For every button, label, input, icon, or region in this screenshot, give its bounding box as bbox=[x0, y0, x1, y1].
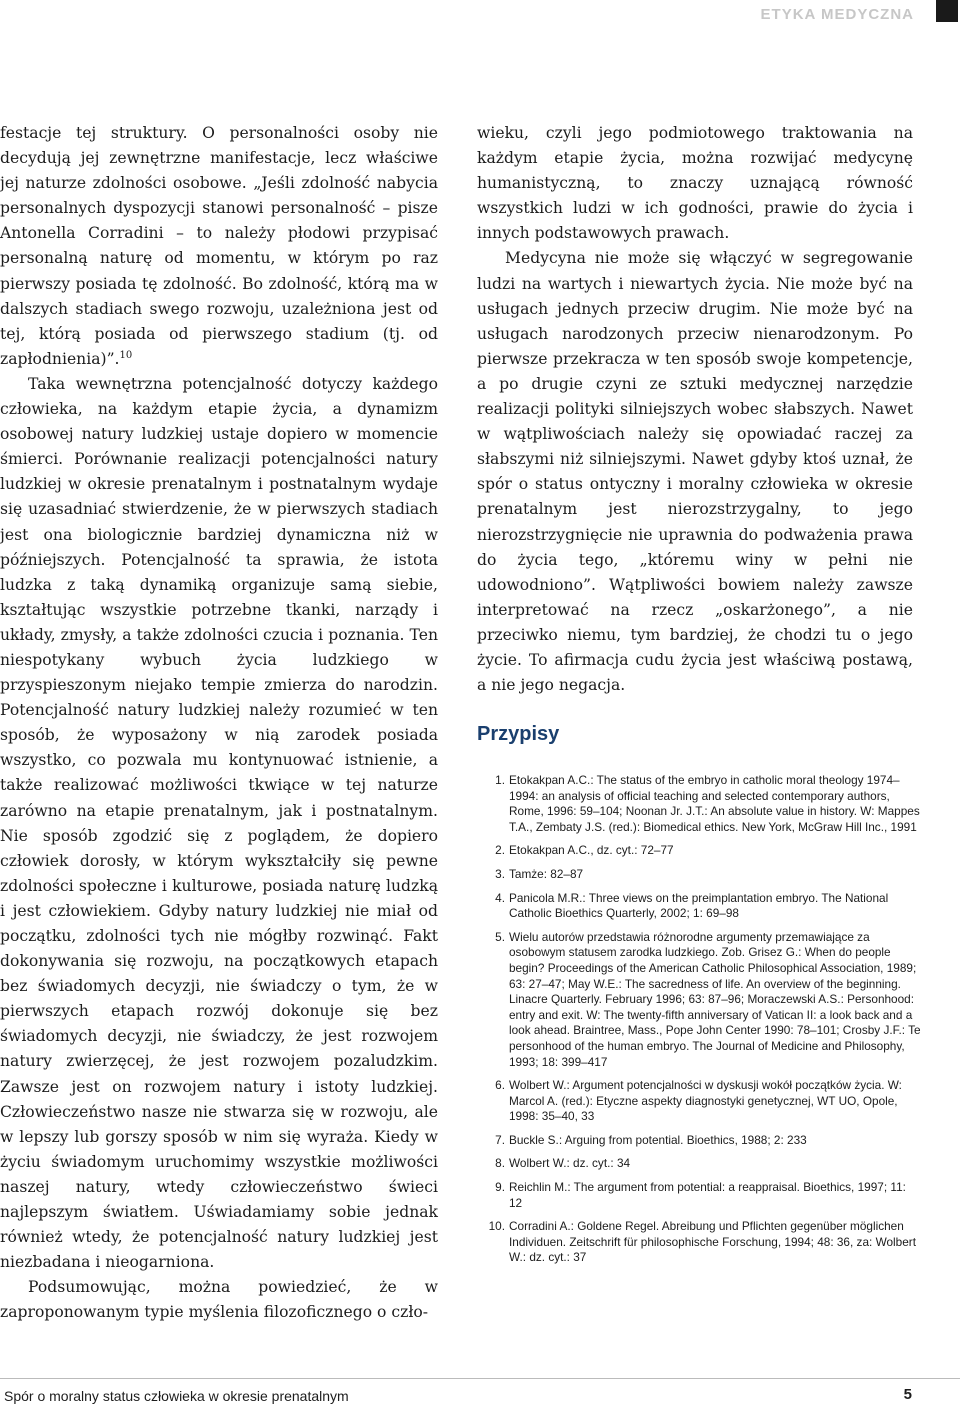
footnote-item bbox=[482, 1219, 922, 1266]
running-header bbox=[761, 0, 960, 22]
footnotes-list bbox=[482, 773, 922, 1274]
section-title: ETYKA MEDYCZNA bbox=[760, 5, 914, 23]
left-column bbox=[0, 121, 438, 1326]
page-number: 5 bbox=[903, 1386, 912, 1403]
paragraph bbox=[0, 121, 438, 372]
footnote-item bbox=[482, 930, 922, 1070]
footnote-number: 6. bbox=[495, 1078, 505, 1093]
footnote-item bbox=[482, 1078, 922, 1125]
footnote-number: 5. bbox=[495, 929, 505, 944]
footnote-number: 3. bbox=[495, 866, 505, 881]
footnote-text: Wolbert W.: dz. cyt.: 34 bbox=[509, 1156, 631, 1171]
paragraph: Podsumowując, można powiedzieć, że w zaproponowanym typie myślenia filozoficznego o czło- bbox=[0, 1278, 438, 1322]
footnote-ref: 10 bbox=[119, 349, 133, 361]
paragraph: Medycyna nie może się włączyć w segregowanie ludzi na wartych i niewartych życia. Nie może być na usługach jednych przeciw drugim. Nie może być na usługach narodzonych przeciw nienarodzonym. Po pierwsze przekracza w ten sposób swoje kompetencje, a po drugie czyni ze sztuki medycznej narzędzie realizacji polityki silniejszych wobec słabszych. Nawet w wątpliwościach należy się opowiadać raczej za słabszymi niż silniejszymi. Nawet gdyby ktoś uznał, że spór o status ontyczny i moralny człowieka w okresie prenatalnym jest nierozstrzygalny, to jego nierozstrzygnięcie nie uprawnia do podważenia prawa do życia tego, „któremu winy w pełni nie udowodniono”. Wątpliwości bowiem należy zawsze interpretować na rzecz „oskarżonego”, a nie przeciwko niemu, tym bardziej, że chodzi tu o jego życie. To afirmacja cudu życia jest właściwą postawą, a nie jego negacja. bbox=[477, 249, 913, 695]
footnotes-heading: Przypisy bbox=[477, 723, 560, 745]
footnote-number: 8. bbox=[495, 1156, 505, 1171]
footnote-text: Wolbert W.: Argument potencjalności w dyskusji wokół początków życia. W: Marcol A. (red.): Etyczne aspekty diagnostyki genetycznej, WT UO, Opole, 1998: 35–40, 33 bbox=[509, 1078, 902, 1124]
footnote-text: Etokakpan A.C., dz. cyt.: 72–77 bbox=[509, 843, 674, 858]
header-marker-block bbox=[936, 0, 958, 22]
right-column bbox=[477, 121, 913, 698]
footer-divider bbox=[0, 1378, 960, 1379]
footnote-text: Tamże: 82–87 bbox=[509, 866, 584, 881]
footnote-item bbox=[482, 1180, 922, 1211]
footnote-text: Etokakpan A.C.: The status of the embryo in catholic moral theology 1974–1994: an analysis of official teaching and selected contemporary authors, Rome, 1996: 59–104; Noonan Jr. J.T.: An absolute value in history. W: Mappes T.A., Zembaty J.S. (red.): Biomedical ethics. New York, McGraw Hill Inc., 1991 bbox=[509, 773, 920, 834]
footer-title: Spór o moralny status człowieka w okresie prenatalnym bbox=[4, 1388, 349, 1404]
footnote-text: Reichlin M.: The argument from potential: a reappraisal. Bioethics, 1997; 11: 12 bbox=[509, 1180, 906, 1210]
footnote-number: 4. bbox=[495, 890, 505, 905]
footnote-number: 2. bbox=[495, 843, 505, 858]
paragraph-text: festacje tej struktury. O personalności osoby nie decydują jej zewnętrzne manifestacje, lecz właściwe jej naturze zdolności osobowe. „Jeśli zdolność nabycia personalnych dyspozycji stanowi personalność – pisze Antonella Corradini – to należy płodowi przypisać personalną naturę od momentu, w którym po raz pierwszy posiada tę zdolność. Bo zdolność, którą ma w dalszych stadiach swego rozwoju, uzależniona jest od tej, którą posiada od pierwszego stadium (tj. od zapłodnienia)”. bbox=[0, 124, 438, 368]
footnote-item bbox=[482, 1156, 922, 1172]
footnote-item bbox=[482, 1133, 922, 1149]
footnote-text: Wielu autorów przedstawia różnorodne argumenty przemawiające za osobowym statusem zarodka ludzkiego. Zob. Grisez G.: When do people begin? Proceedings of the American Catholic Philosophical Association, 1989; 63: 27–47; May W.E.: The sacredness of life. An overview of the beginning. Linacre Quarterly. February 1996; 63: 87–96; Moraczewski A.S.: Personhood: entry and exit. W: The twenty-fifth anniversary of Vatican II: a look back and a look ahead. Braintree, Mass., Pope John Center 1990: 78–101; Crosby J.F.: Te personhood of the human embryo. The Journal of Medicine and Philosophy, 1993; 18: 399–417 bbox=[509, 929, 921, 1069]
paragraph: wieku, czyli jego podmiotowego traktowania na każdym etapie życia, można rozwijać medycynę humanistyczną, to znaczy uznającą równość wszystkich ludzi w ich godności, prawie do życia i innych podstawowych prawach. bbox=[477, 124, 913, 243]
footnote-number: 10. bbox=[488, 1219, 505, 1234]
paragraph: Taka wewnętrzna potencjalność dotyczy każdego człowieka, na każdym etapie życia, a dynamizm osobowej natury ludzkiej ustaje dopiero w momencie śmierci. Porównanie realizacji potencjalności natury ludzkiej w okresie prenatalnym i postnatalnym wydaje się uzasadniać stwierdzenie, że w pierwszych stadiach jest ona biologicznie bardziej dynamiczna niż w późniejszych. Potencjalność ta sprawia, że istota ludzka z taką dynamiką organizuje samą siebie, kształtując wszystkie potrzebne tkanki, narządy i układy, zmysły, a także zdolności czucia i poznania. Ten niespotykany wybuch życia ludzkiego w przyspieszonym niejako tempie zmierza do narodzin. Potencjalność natury ludzkiej należy rozumieć w ten sposób, że wyposażony w nią zarodek posiada wszystko, co pozwala mu kontynuować istnienie, a także realizować możliwości tkwiące w tej naturze zarówno na etapie prenatalnym, jak i postnatalnym. Nie sposób zgodzić się z poglądem, że dopiero człowiek dorosły, w którym wykształciły się pewne zdolności społeczne i kulturowe, posiada naturę ludzką i jest człowiekiem. Gdyby natury ludzkiej nie miał od początku, zdolności tych nie mógłby rozwinąć. Fakt dokonywania się rozwoju, na początkowych etapach bez świadomych decyzji, nie świadczy o tym, że w pierwszych etapach rozwój dokonuje się bez świadomych decyzji, nie świadczy, że jest rozwojem natury zwierzęcej, że jest rozwojem pozaludzkim. Zawsze jest on rozwojem natury i istoty ludzkiej. Człowieczeństwo nasze nie stwarza się w rozwoju, ale w lepszy lub gorszy sposób w nim się wyraża. Kiedy w życiu świadomym uruchomimy wszystkie możliwości naszej natury, wtedy człowieczeństwo świeci najlepszym światłem. Uświadamiamy sobie jednak również wtedy, że potencjalność natury ludzkiej jest niezbadana i nieogarniona. bbox=[0, 374, 438, 1272]
footnote-text: Corradini A.: Goldene Regel. Abreibung und Pflichten gegenüber möglichen Individuen. Zeitschrift für philosophische Forschung, 1994; 48: 36, za: Wolbert W.: dz. cyt.: 37 bbox=[509, 1219, 916, 1265]
footnote-item bbox=[482, 843, 922, 859]
footnote-item bbox=[482, 867, 922, 883]
footnote-item bbox=[482, 891, 922, 922]
footnote-text: Buckle S.: Arguing from potential. Bioethics, 1988; 2: 233 bbox=[509, 1132, 807, 1147]
footnote-item bbox=[482, 773, 922, 835]
footnote-number: 7. bbox=[495, 1132, 505, 1147]
footnote-number: 1. bbox=[495, 773, 505, 787]
footnote-text: Panicola M.R.: Three views on the preimplantation embryo. The National Catholic Bioethics Quarterly, 2002; 1: 69–98 bbox=[509, 890, 889, 921]
footnote-number: 9. bbox=[495, 1180, 505, 1195]
